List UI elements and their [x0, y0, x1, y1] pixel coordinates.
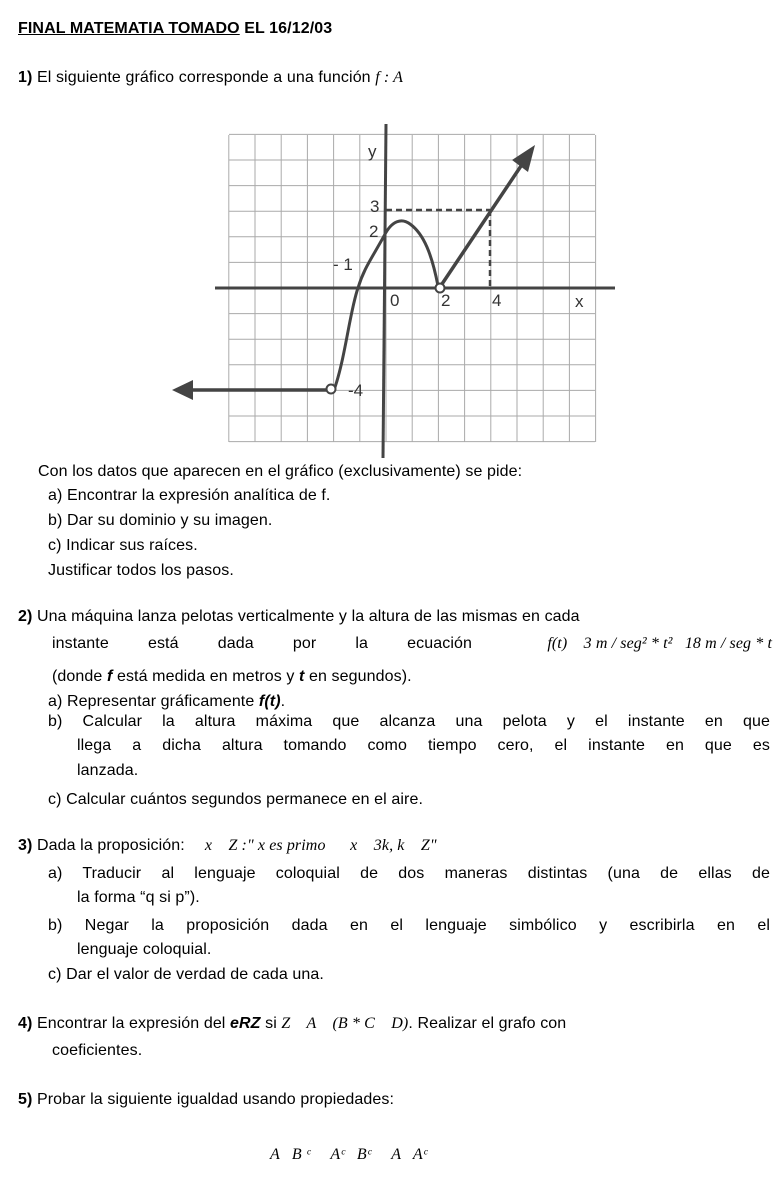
q2-item-b-cont: llega a dicha altura tomando como tiempo cero, el instante en que es [77, 737, 770, 754]
text: f [106, 668, 113, 685]
text: t [299, 668, 305, 685]
text: eRZ [230, 1015, 261, 1032]
text: . Realizar el grafo con [408, 1015, 567, 1032]
proposition: x Z :" x es primo x 3k, k Z" [204, 837, 437, 854]
q3-item-b-cont: lenguaje coloquial. [77, 941, 212, 958]
question-2 [18, 607, 580, 627]
text: Encontrar la expresión del [36, 1015, 231, 1032]
math-expression: f : A [375, 69, 403, 86]
question-number: 5) [18, 1091, 33, 1108]
y-axis-label: y [368, 142, 377, 161]
text: . [280, 693, 286, 710]
question-3 [18, 836, 437, 856]
q3-item-b: b) Negar la proposición dada en el lenguaje simbólico y escribirla en el [48, 917, 770, 934]
q1-item-b: b) Dar su dominio y su imagen. [48, 512, 273, 529]
q1-intro: Con los datos que aparecen en el gráfico (exclusivamente) se pide: [38, 463, 523, 480]
question-4 [18, 1014, 566, 1034]
text: f(t) [258, 693, 281, 710]
open-point [327, 385, 336, 394]
tick-label: 2 [441, 291, 451, 310]
q1-item-c: c) Indicar sus raíces. [48, 537, 198, 554]
q3-item-a: a) Traducir al lenguaje coloquial de dos maneras distintas (una de ellas de [48, 865, 770, 882]
q2-item-c: c) Calcular cuántos segundos permanece en el aire. [48, 791, 423, 808]
equation: f(t) 3 m / seg² * t² 18 m / seg * t [547, 635, 772, 652]
tick-label: 0 [390, 291, 400, 310]
tick-label: - 1 [333, 255, 353, 274]
question-number: 3) [18, 837, 33, 854]
text: si [260, 1015, 282, 1032]
tick-label: 3 [370, 197, 380, 216]
question-number: 1) [18, 69, 33, 86]
question-text: Probar la siguiente igualdad usando propiedades: [36, 1091, 395, 1108]
q3-item-c: c) Dar el valor de verdad de cada una. [48, 966, 324, 983]
arrow-left-icon [172, 380, 193, 400]
q1-item-a: a) Encontrar la expresión analítica de f. [48, 487, 331, 504]
text: está medida en metros y [112, 668, 299, 685]
title-underlined: FINAL MATEMATIA TOMADO [18, 20, 240, 37]
tick-label: 2 [369, 222, 379, 241]
math-expression: Z A (B * C D) [281, 1015, 409, 1032]
q2-item-b-cont: lanzada. [77, 762, 139, 779]
q2-line3 [52, 667, 412, 687]
text: a) Representar gráficamente [48, 693, 259, 710]
tick-label: 4 [492, 291, 502, 310]
text: (donde [52, 668, 107, 685]
q1-footer: Justificar todos los pasos. [48, 562, 234, 579]
question-text: Una máquina lanza pelotas verticalmente y la altura de las mismas en cada [36, 608, 580, 625]
line-segment [440, 160, 525, 287]
q4-cont: coeficientes. [52, 1042, 143, 1059]
text: en segundos). [304, 668, 412, 685]
question-5 [18, 1090, 394, 1110]
q2-item-b: b) Calcular la altura máxima que alcanza una pelota y el instante en que [48, 713, 770, 730]
question-text: El siguiente gráfico corresponde a una función [36, 69, 376, 86]
x-axis-label: x [575, 292, 584, 311]
question-number: 4) [18, 1015, 33, 1032]
q3-item-a-cont: la forma “q si p”). [77, 889, 200, 906]
title-date: EL 16/12/03 [239, 20, 333, 37]
q2-line2 [52, 634, 772, 654]
text: instante está dada por la ecuación [52, 635, 472, 652]
set-identity-formula: A B ᶜ Aᶜ Bᶜ A Aᶜ [270, 1146, 428, 1163]
question-number: 2) [18, 608, 33, 625]
tick-label: -4 [348, 381, 364, 400]
arrow-up-right-icon [512, 145, 535, 172]
question-text: Dada la proposición: [36, 837, 185, 854]
q2-item-a [48, 692, 285, 712]
function-graph [0, 0, 780, 470]
